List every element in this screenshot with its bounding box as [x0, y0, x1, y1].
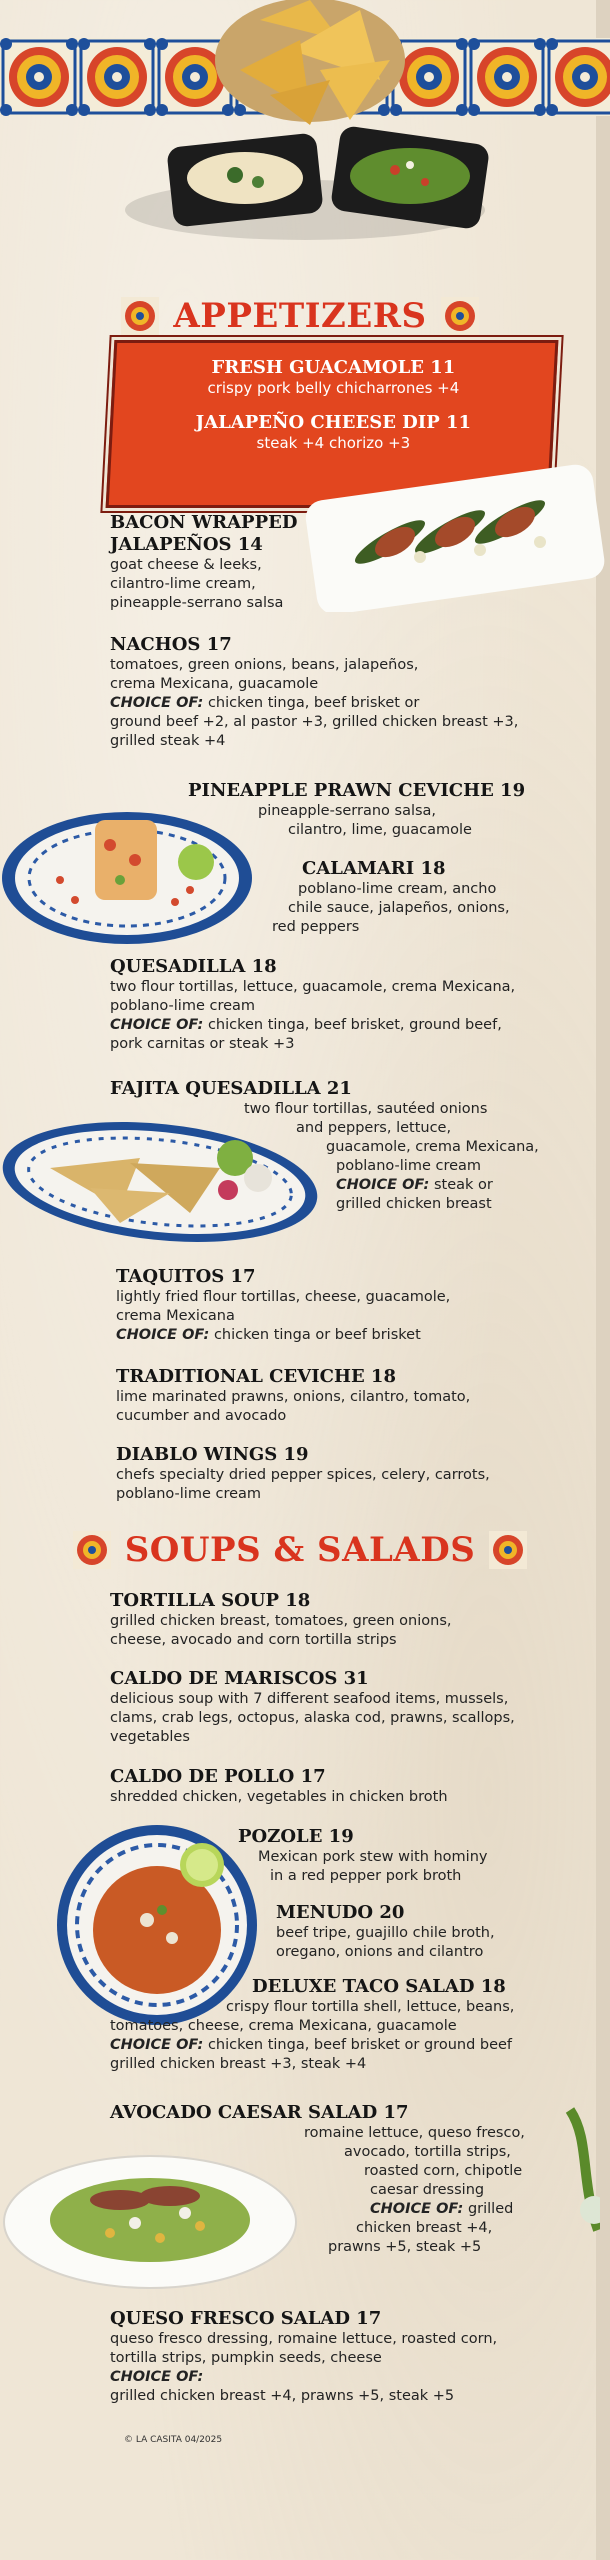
- item-name: BACON WRAPPED: [110, 512, 298, 533]
- copyright-notice: © LA CASITA 04/2025: [124, 2435, 223, 2445]
- item-choice: ground beef +2, al pastor +3, grilled chicken breast +3,: [110, 714, 519, 730]
- choice-label: CHOICE OF:: [116, 1327, 210, 1343]
- item-name: JALAPEÑOS 14: [110, 534, 263, 555]
- menu-item-deluxe-taco-salad: [110, 1976, 595, 2074]
- item-choice: prawns +5, steak +5: [328, 2239, 482, 2255]
- featured-item-desc: crispy pork belly chicharrones +4: [207, 379, 460, 397]
- item-desc: Mexican pork stew with hominy: [258, 1849, 488, 1865]
- item-name: DELUXE TACO SALAD 18: [252, 1976, 506, 1997]
- item-name: QUESO FRESCO SALAD 17: [110, 2308, 382, 2329]
- item-desc: vegetables: [110, 1729, 190, 1745]
- talavera-tile: [0, 38, 78, 116]
- item-desc: tortilla strips, pumpkin seeds, cheese: [110, 2350, 382, 2366]
- featured-item-desc: steak +4 chorizo +3: [256, 434, 411, 452]
- menu-item-menudo: [276, 1902, 495, 1962]
- item-name: CALAMARI 18: [302, 858, 446, 879]
- item-desc: queso fresco dressing, romaine lettuce, roasted corn,: [110, 2331, 498, 2347]
- item-name: TAQUITOS 17: [116, 1266, 256, 1287]
- item-desc: delicious soup with 7 different seafood items, mussels,: [110, 1691, 509, 1707]
- item-desc: tomatoes, green onions, beans, jalapeños,: [110, 657, 419, 673]
- item-name: PINEAPPLE PRAWN CEVICHE 19: [188, 780, 526, 801]
- choice-label: CHOICE OF:: [110, 2369, 204, 2385]
- menu-item-pineapple-prawn-ceviche: [188, 780, 525, 840]
- hero-food-photo: [110, 0, 500, 245]
- choice-label: CHOICE OF:: [336, 1177, 430, 1193]
- item-desc: chefs specialty dried pepper spices, celery, carrots,: [116, 1467, 490, 1483]
- quesadilla-plate-photo: [0, 1118, 330, 1246]
- item-desc: two flour tortillas, lettuce, guacamole, crema Mexicana,: [110, 979, 516, 995]
- menu-item-traditional-ceviche: [116, 1366, 586, 1426]
- soups-salads-header: [0, 1522, 600, 1578]
- item-desc: poblano-lime cream: [116, 1486, 262, 1502]
- item-desc: cheese, avocado and corn tortilla strips: [110, 1632, 397, 1648]
- menu-item-diablo-wings: [116, 1444, 586, 1504]
- item-desc: two flour tortillas, sautéed onions: [244, 1101, 488, 1117]
- item-name: QUESADILLA 18: [110, 956, 277, 977]
- item-choice: grilled chicken breast +4, prawns +5, steak +5: [110, 2388, 455, 2404]
- menu-item-fajita-quesadilla: [110, 1078, 352, 1100]
- queso-dip-photo: [166, 132, 324, 227]
- menu-item-caldo-de-pollo: [110, 1766, 590, 1807]
- menu-item-avocado-caesar-salad: [110, 2102, 409, 2124]
- choice-label: CHOICE OF:: [110, 2037, 204, 2053]
- item-desc: guacamole, crema Mexicana,: [326, 1139, 539, 1155]
- item-name: POZOLE 19: [238, 1826, 354, 1847]
- section-title-appetizers: APPETIZERS: [173, 296, 427, 336]
- item-desc: cilantro, lime, guacamole: [288, 822, 472, 838]
- item-choice: chicken tinga, beef brisket or: [203, 695, 420, 711]
- talavera-flower-icon: [489, 1531, 527, 1569]
- menu-item-caldo-de-mariscos: [110, 1668, 595, 1747]
- item-desc: goat cheese & leeks,: [110, 557, 262, 573]
- section-title-soups-salads: SOUPS & SALADS: [124, 1530, 476, 1570]
- item-choice: grilled: [463, 2201, 514, 2217]
- choice-label: CHOICE OF:: [110, 1017, 204, 1033]
- item-name: MENUDO 20: [276, 1902, 405, 1923]
- item-desc: poblano-lime cream: [336, 1158, 482, 1174]
- featured-item-name: FRESH GUACAMOLE 11: [211, 357, 456, 378]
- item-desc: romaine lettuce, queso fresco,: [304, 2125, 525, 2141]
- appetizers-header: [0, 288, 600, 344]
- choice-label: CHOICE OF:: [110, 695, 204, 711]
- menu-item-tortilla-soup: [110, 1590, 590, 1650]
- menu-item-bacon-wrapped-jalapenos: [110, 512, 297, 613]
- item-desc: grilled chicken breast, tomatoes, green onions,: [110, 1613, 452, 1629]
- item-desc: cilantro-lime cream,: [110, 576, 256, 592]
- item-desc: pineapple-serrano salsa: [110, 595, 284, 611]
- item-choice: chicken tinga, beef brisket, ground beef,: [203, 1017, 502, 1033]
- item-name: FAJITA QUESADILLA 21: [110, 1078, 352, 1099]
- item-desc: and peppers, lettuce,: [296, 1120, 452, 1136]
- item-desc: crema Mexicana, guacamole: [110, 676, 319, 692]
- item-choice: chicken tinga or beef brisket: [209, 1327, 421, 1343]
- item-name: TRADITIONAL CEVICHE 18: [116, 1366, 396, 1387]
- item-desc: crispy flour tortilla shell, lettuce, beans,: [226, 1999, 515, 2015]
- choice-label: CHOICE OF:: [370, 2201, 464, 2217]
- item-desc: chile sauce, jalapeños, onions,: [288, 900, 510, 916]
- talavera-flower-icon: [73, 1531, 111, 1569]
- item-choice: grilled chicken breast: [336, 1196, 492, 1212]
- item-desc: red peppers: [272, 919, 360, 935]
- item-choice: steak or: [429, 1177, 493, 1193]
- item-choice: grilled steak +4: [110, 733, 226, 749]
- item-name: TORTILLA SOUP 18: [110, 1590, 311, 1611]
- item-desc: lightly fried flour tortillas, cheese, guacamole,: [116, 1289, 451, 1305]
- item-desc: lime marinated prawns, onions, cilantro, tomato,: [116, 1389, 471, 1405]
- menu-item-avocado-caesar-salad-details: [304, 2124, 574, 2257]
- item-desc: beef tripe, guajillo chile broth,: [276, 1925, 495, 1941]
- talavera-flower-icon: [121, 297, 159, 335]
- item-name: NACHOS 17: [110, 634, 232, 655]
- item-choice: chicken tinga, beef brisket or ground beef: [203, 2037, 513, 2053]
- item-desc: oregano, onions and cilantro: [276, 1944, 484, 1960]
- jalapeno-plate-photo: [300, 462, 605, 612]
- item-name: CALDO DE MARISCOS 31: [110, 1668, 369, 1689]
- item-desc: tomatoes, cheese, crema Mexicana, guacamole: [110, 2018, 457, 2034]
- menu-item-quesadilla: [110, 956, 590, 1054]
- item-desc: shredded chicken, vegetables in chicken broth: [110, 1789, 448, 1805]
- item-name: DIABLO WINGS 19: [116, 1444, 309, 1465]
- item-desc: poblano-lime cream, ancho: [298, 881, 497, 897]
- featured-item-name: JALAPEÑO CHEESE DIP 11: [195, 412, 472, 433]
- item-desc: avocado, tortilla strips,: [344, 2144, 511, 2160]
- menu-item-taquitos: [116, 1266, 586, 1345]
- item-desc: cucumber and avocado: [116, 1408, 287, 1424]
- item-desc: pineapple-serrano salsa,: [258, 803, 437, 819]
- menu-item-pozole: [238, 1826, 487, 1886]
- item-desc: in a red pepper pork broth: [270, 1868, 462, 1884]
- item-name: CALDO DE POLLO 17: [110, 1766, 326, 1787]
- item-desc: poblano-lime cream: [110, 998, 256, 1014]
- item-desc: crema Mexicana: [116, 1308, 235, 1324]
- item-choice: chicken breast +4,: [356, 2220, 493, 2236]
- menu-item-nachos: [110, 634, 590, 751]
- menu-item-queso-fresco-salad: [110, 2308, 595, 2406]
- item-desc: clams, crab legs, octopus, alaska cod, prawns, scallops,: [110, 1710, 515, 1726]
- item-choice: grilled chicken breast +3, steak +4: [110, 2056, 367, 2072]
- talavera-tile: [546, 38, 610, 116]
- caesar-salad-plate-photo: [0, 2138, 300, 2298]
- item-name: AVOCADO CAESAR SALAD 17: [110, 2102, 409, 2123]
- item-desc: caesar dressing: [370, 2182, 485, 2198]
- talavera-flower-icon: [441, 297, 479, 335]
- item-choice: pork carnitas or steak +3: [110, 1036, 295, 1052]
- item-desc: roasted corn, chipotle: [364, 2163, 523, 2179]
- menu-item-calamari: [262, 858, 510, 937]
